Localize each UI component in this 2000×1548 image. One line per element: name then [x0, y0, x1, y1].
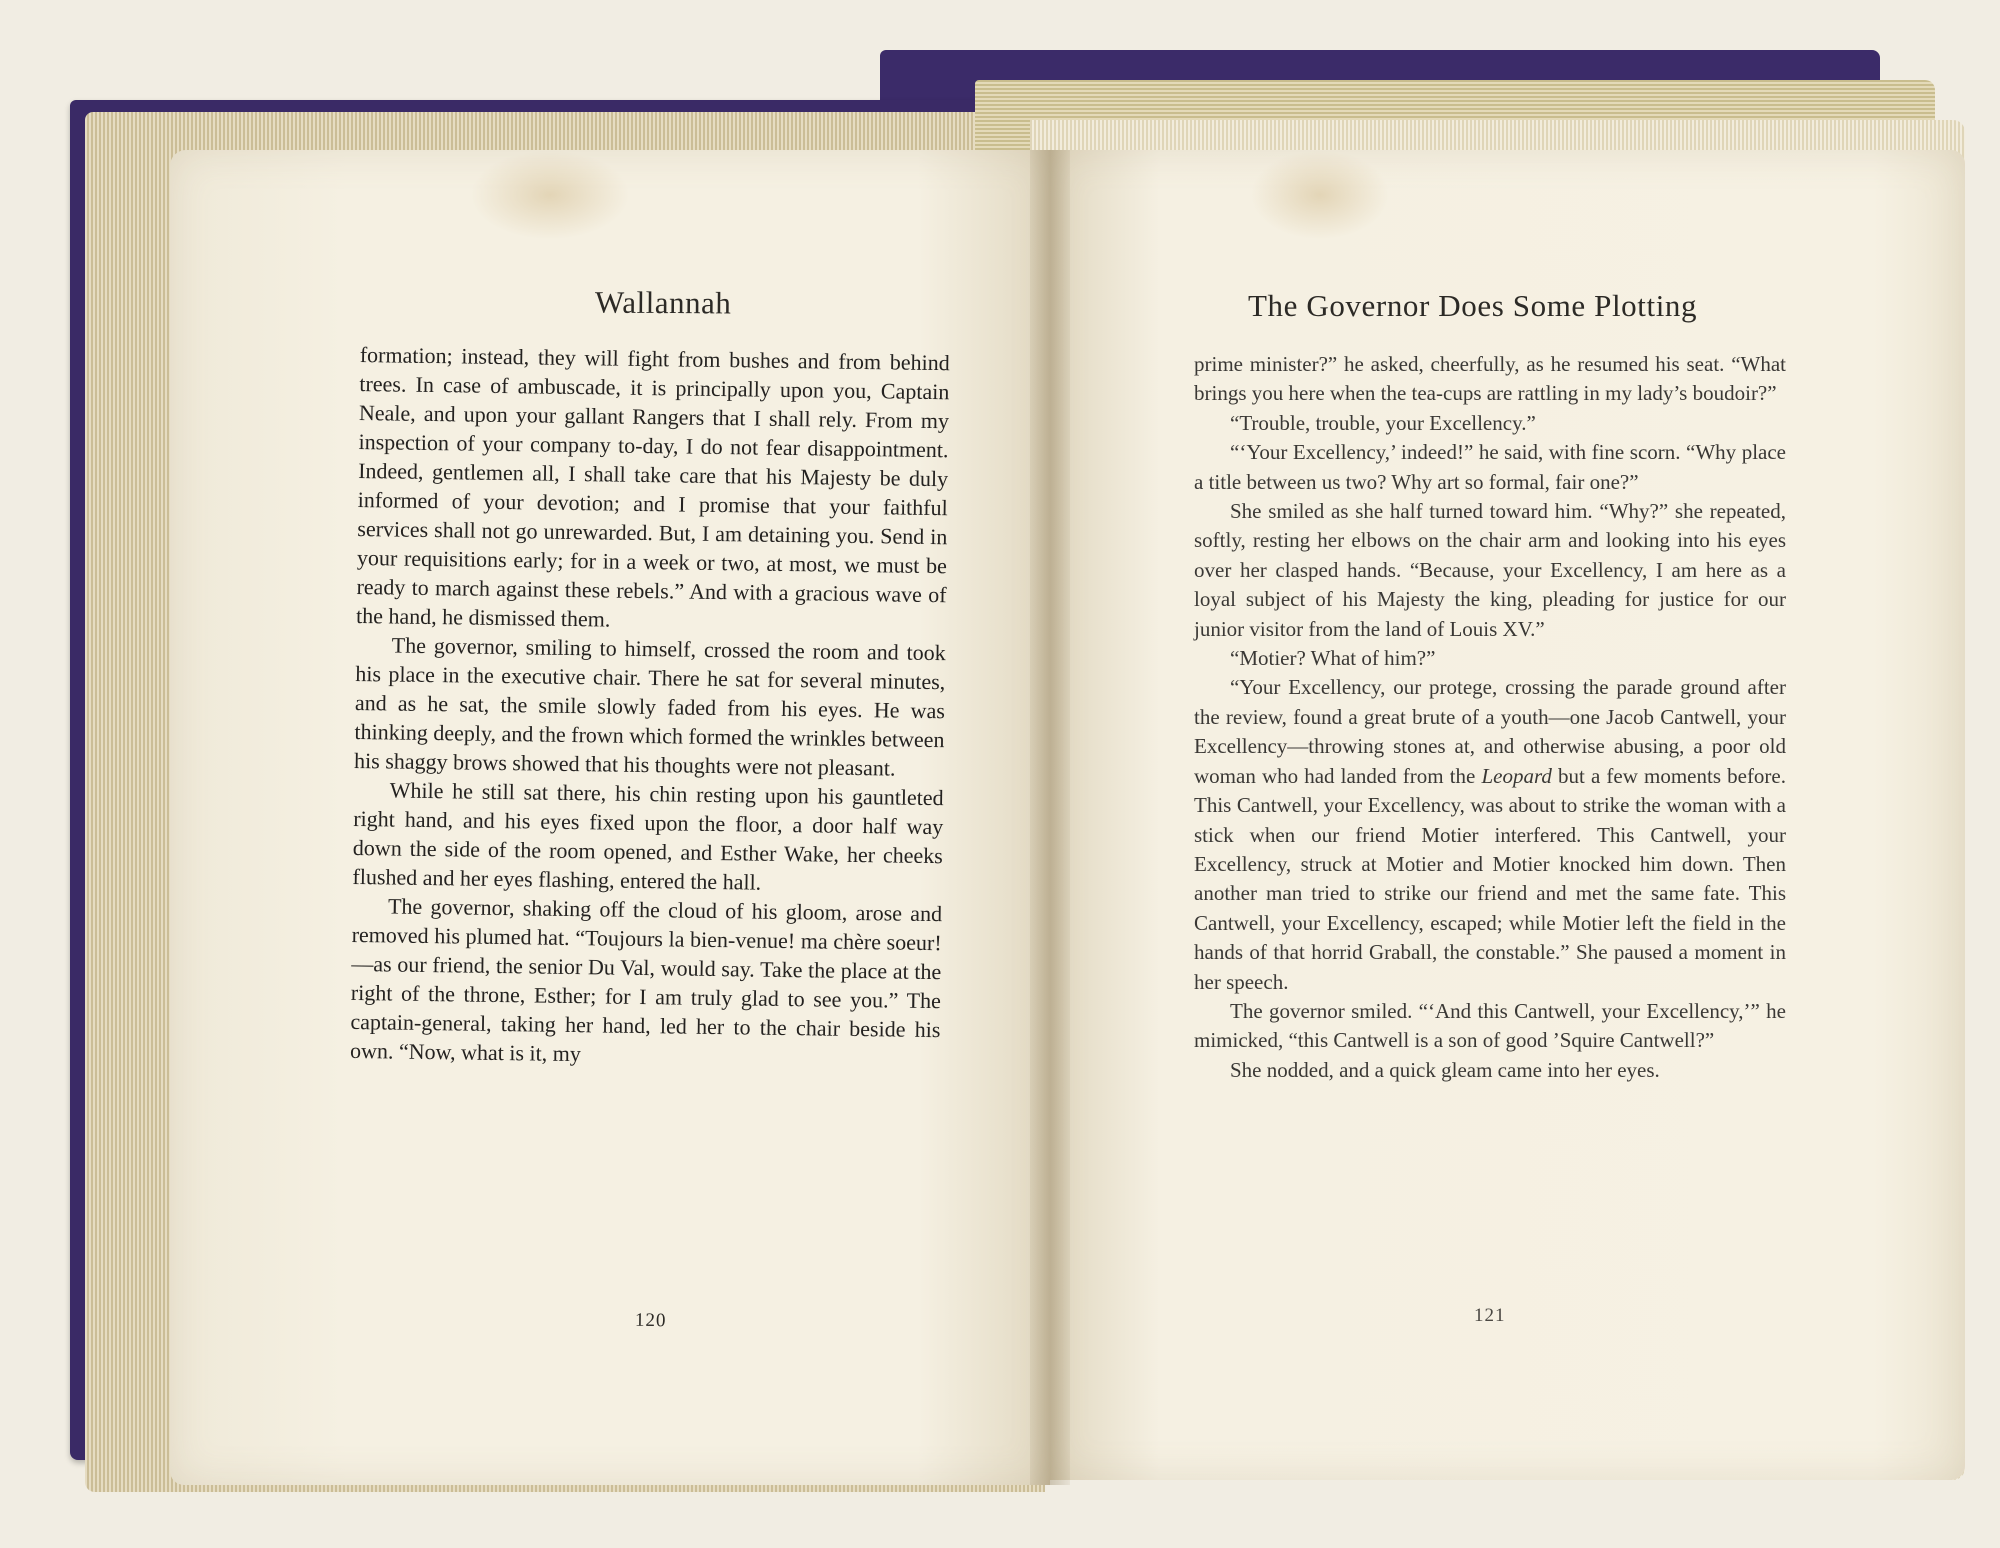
right-page	[1050, 150, 1965, 1480]
paragraph: formation; instead, they will fight from bushes and from behind trees. In case of ambuscade, it is principally upon you, Captain Neale, and upon your gallant Rangers that I shall rely. From my inspection of your company to-day, I do not fear disappointment. Indeed, gentlemen all, I shall take care that his Majesty be duly informed of your devotion; and I promise that your faithful services shall not go unrewarded. But, I am detaining you. Send in your requisitions early; for in a week or two, at most, we must be ready to march against these rebels.” And with a gracious wave of the hand, he dismissed them.	[355, 341, 950, 632]
left-page	[170, 150, 1050, 1485]
right-running-head: The Governor Does Some Plotting	[1248, 288, 1698, 323]
paragraph-text: prime minister?” he asked, cheerfully, as he resumed his seat. “What brings you here when the tea-cups are rattling in my lady’s boudoir?”	[1194, 352, 1786, 406]
paragraph: The governor, smiling to himself, crossed the room and took his place in the executive chair. There he sat for several minutes, and as he sat, the smile slowly faded from his eyes. He was thinking deeply, and the frown which formed the wrinkles between his shaggy brows showed that his thoughts were not pleasant.	[353, 632, 946, 781]
paragraph-text: “‘Your Excellency,’ indeed!” he said, with fine scorn. “Why place a title between us two? Why art so formal, fair one?”	[1194, 440, 1786, 494]
right-page-number: 121	[1474, 1305, 1506, 1326]
paragraph	[1194, 409, 1786, 438]
left-running-head: Wallannah	[594, 284, 732, 321]
ship-name-italic: Leopard	[1481, 763, 1552, 788]
paragraph	[1194, 497, 1786, 644]
paragraph-text: She nodded, and a quick gleam came into her eyes.	[1230, 1057, 1660, 1082]
paragraph-text: “Motier? What of him?”	[1230, 646, 1436, 671]
paragraph	[1194, 438, 1786, 497]
paragraph	[1194, 997, 1786, 1056]
left-page-text	[350, 340, 950, 1073]
paragraph: The governor, shaking off the cloud of his gloom, arose and removed his plumed hat. “Toujours la bien-venue! ma chère soeur!—as our friend, the senior Du Val, would say. Take the place at the right of the throne, Esther; for I am truly glad to see you.” The captain-general, taking her hand, led her to the chair beside his own. “Now, what is it, my	[349, 893, 943, 1067]
paragraph: While he still sat there, his chin resting upon his gauntleted right hand, and his eyes fixed upon the floor, a door half way down the side of the room opened, and Esther Wake, her cheeks flushed and her eyes flashing, entered the hall.	[352, 777, 944, 895]
paragraph	[1194, 1056, 1786, 1085]
gutter-shadow	[1030, 150, 1070, 1485]
paragraph	[1194, 350, 1786, 409]
paragraph-text: She smiled as she half turned toward him. “Why?” she repeated, softly, resting her elbows on the chair arm and looking into his eyes over her clasped hands. “Because, your Excellency, I am here as a loyal subject of his Majesty the king, pleading for justice for our junior visitor from the land of Louis XV.”	[1194, 499, 1786, 641]
paragraph	[1194, 644, 1786, 673]
paragraph-text: “Your Excellency, our protege, crossing the parade ground after the review, found a great brute of a youth—one Jacob Cantwell, your Excellency—throwing stones at, and otherwise abusing, a poor old woman who had landed from the	[1194, 675, 1786, 788]
paragraph-text: but a few moments before. This Cantwell, your Excellency, was about to strike the woman with a stick when our friend Motier interfered. This Cantwell, your Excellency, struck at Motier and Motier knocked him down. Then another man tried to strike our friend and met the same fate. This Cantwell, your Excellency, escaped; while Motier left the field in the hands of that horrid Graball, the constable.” She paused a moment in her speech.	[1194, 763, 1786, 994]
paragraph-text: The governor smiled. “‘And this Cantwell, your Excellency,’” he mimicked, “this Cantwell is a son of good ’Squire Cantwell?”	[1194, 998, 1786, 1053]
left-page-number: 120	[634, 1309, 667, 1332]
paper-stain	[1250, 150, 1390, 240]
paragraph	[1194, 673, 1786, 996]
right-page-text	[1194, 350, 1786, 1085]
paragraph-text: “Trouble, trouble, your Excellency.”	[1230, 410, 1536, 435]
paper-stain	[470, 150, 630, 240]
